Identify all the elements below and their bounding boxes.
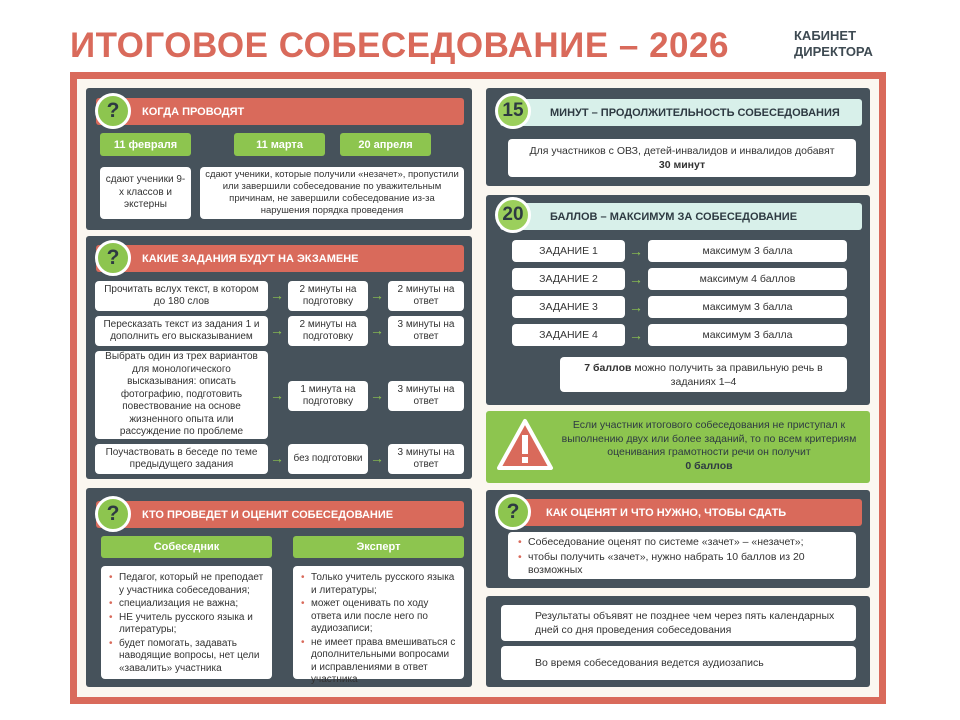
warning-info (558, 419, 860, 477)
arrow-right-icon: → (270, 322, 284, 338)
who-header: КТО ПРОВЕДЕТ И ОЦЕНИТ СОБЕСЕДОВАНИЕ (96, 501, 464, 528)
brand-line-2: ДИРЕКТОРА (794, 44, 873, 59)
task-3-answer: 3 минуты на ответ (388, 381, 464, 411)
date-february: 11 февраля (100, 133, 191, 156)
duration-bold: 30 минут (658, 159, 706, 171)
score-task-2: ЗАДАНИЕ 2 (512, 268, 625, 290)
score-max-2: максимум 4 баллов (648, 268, 847, 290)
score-task-3: ЗАДАНИЕ 3 (512, 296, 625, 318)
speech-bold: 7 баллов (584, 361, 632, 374)
list-item: • Собеседование оценят по системе «зачет» – «незачет»; (518, 536, 846, 550)
task-2-text: Пересказать текст из задания 1 и дополнить его высказыванием (95, 316, 268, 346)
task-4-text: Поучаствовать в беседе по теме предыдущего задания (95, 444, 268, 474)
brand-logo (794, 28, 873, 60)
list-item: • чтобы получить «зачет», нужно набрать 10 баллов из 20 возможных (518, 551, 846, 578)
list-item: • может оценивать по ходу ответа или после него по аудиозаписи; (301, 598, 456, 636)
pass-header: КАК ОЦЕНЯТ И ЧТО НУЖНО, ЧТОБЫ СДАТЬ (500, 499, 862, 526)
arrow-right-icon: → (370, 450, 384, 466)
question-icon: ? (495, 494, 531, 530)
arrow-right-icon: → (270, 387, 284, 403)
speech-score (560, 357, 847, 392)
audio-record-text: Во время собеседования ведется аудиозапись (501, 646, 856, 680)
scores-header: БАЛЛОВ – МАКСИМУМ ЗА СОБЕСЕДОВАНИЕ (500, 203, 862, 230)
arrow-right-icon: → (629, 243, 643, 259)
arrow-right-icon: → (629, 327, 643, 343)
list-item: • специализация не важна; (109, 598, 264, 611)
question-icon: ? (95, 496, 131, 532)
task-1-text: Прочитать вслух текст, в котором до 180 слов (95, 281, 268, 311)
list-item: • будет помогать, задавать наводящие вопросы, нет цели «завалить» участника (109, 638, 264, 676)
list-item: • НЕ учитель русского языка и литературы; (109, 612, 264, 637)
arrow-right-icon: → (270, 287, 284, 303)
interlocutor-title: Собеседник (101, 536, 272, 558)
brand-line-1: КАБИНЕТ (794, 28, 857, 43)
pass-list (508, 532, 856, 579)
duration-number: 15 (495, 93, 531, 129)
task-4-answer: 3 минуты на ответ (388, 444, 464, 474)
task-2-prep: 2 минуты на подготовку (288, 316, 368, 346)
question-icon: ? (95, 240, 131, 276)
score-max-1: максимум 3 балла (648, 240, 847, 262)
question-icon: ? (95, 93, 131, 129)
score-max-3: максимум 3 балла (648, 296, 847, 318)
list-item: • Только учитель русского языка и литературы; (301, 572, 456, 597)
date-april: 20 апреля (340, 133, 431, 156)
warning-icon (496, 418, 554, 472)
task-3-prep: 1 минута на подготовку (288, 381, 368, 411)
arrow-right-icon: → (370, 287, 384, 303)
when-text-february: сдают ученики 9-х классов и экстерны (100, 167, 191, 219)
interlocutor-list (101, 566, 272, 679)
score-task-4: ЗАДАНИЕ 4 (512, 324, 625, 346)
duration-text: Для участников с ОВЗ, детей-инвалидов и инвалидов добавят (529, 145, 835, 157)
arrow-right-icon: → (270, 450, 284, 466)
task-3-text: Выбрать один из трех вариантов для монологического высказывания: описать фотографию, подготовить повествование на основе жизненного опыта или рассуждение по проблеме (95, 351, 268, 439)
task-2-answer: 3 минуты на ответ (388, 316, 464, 346)
list-item: • Педагог, который не преподает у участника собеседования; (109, 572, 264, 597)
expert-title: Эксперт (293, 536, 464, 558)
task-1-answer: 2 минуты на ответ (388, 281, 464, 311)
score-max-4: максимум 3 балла (648, 324, 847, 346)
duration-header: МИНУТ – ПРОДОЛЖИТЕЛЬНОСТЬ СОБЕСЕДОВАНИЯ (500, 99, 862, 126)
arrow-right-icon: → (629, 299, 643, 315)
results-text: Результаты объявят не позднее чем через пять календарных дней со дня проведения собеседования (501, 605, 856, 641)
tasks-header: КАКИЕ ЗАДАНИЯ БУДУТ НА ЭКЗАМЕНЕ (96, 245, 464, 272)
duration-info (508, 139, 856, 177)
list-item: • не имеет права вмешиваться с дополнительными вопросами и исправлениями в ответ участника (301, 637, 456, 687)
arrow-right-icon: → (629, 271, 643, 287)
task-1-prep: 2 минуты на подготовку (288, 281, 368, 311)
scores-number: 20 (495, 197, 531, 233)
arrow-right-icon: → (370, 322, 384, 338)
warning-text: Если участник итогового собеседования не приступал к выполнению двух или более заданий, то по всем критериям оценивания грамотности речи он получит (561, 419, 857, 458)
warning-bold: 0 баллов (685, 459, 733, 472)
date-march: 11 марта (234, 133, 325, 156)
speech-text: можно получить за правильную речь в заданиях 1–4 (634, 361, 823, 388)
expert-list (293, 566, 464, 685)
task-4-prep: без подготовки (288, 444, 368, 474)
page-title: ИТОГОВОЕ СОБЕСЕДОВАНИЕ – 2026 (70, 26, 729, 65)
score-task-1: ЗАДАНИЕ 1 (512, 240, 625, 262)
arrow-right-icon: → (370, 387, 384, 403)
when-header: КОГДА ПРОВОДЯТ (96, 98, 464, 125)
when-text-spring: сдают ученики, которые получили «незачет», пропустили или завершили собеседование по уважительным причинам, не завершили собеседование из-за нарушения порядка проведения (200, 167, 464, 219)
